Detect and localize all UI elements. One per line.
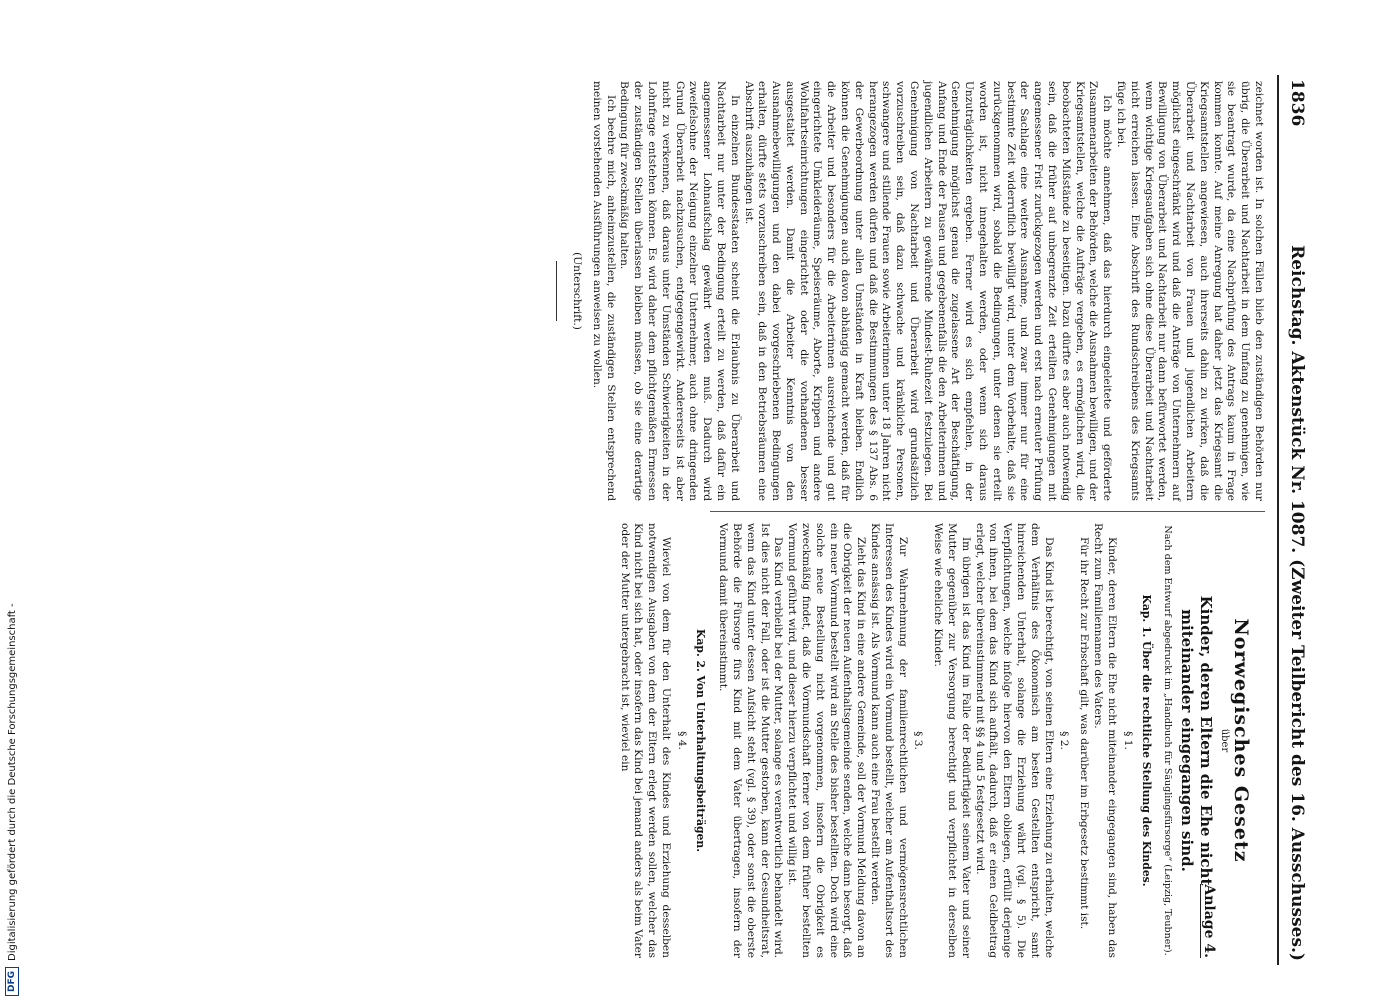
anlage-label: Anlage 4. <box>1201 884 1217 958</box>
chapter-2-heading: Kap. 2. Von Unterhaltungsbeiträgen. <box>694 629 708 852</box>
signature: (Unterschrift.) <box>570 252 583 330</box>
law-ueber: über <box>1219 728 1231 753</box>
law-source-note: Nach dem Entwurf abgedruckt im „Handbuch für Säuglingsfürsorge“ (Leipzig, Teubner). <box>1162 525 1174 956</box>
left-column <box>556 81 1265 501</box>
section-2-heading: § 2. <box>1058 731 1071 750</box>
left-paragraph-3: In einzelnen Bundesstaaten scheint die Erlaubnis zu Überarbeit und Nachtarbeit nur unter der Bedingung erteilt zu werden, daß dafür ein angemessener Lohnaufschlag gewährt werden muß. Dadurch wird zweifelsohne der Neigung einzelner Unternehmer, auch ohne dringenden Grund Überarbeit nachzusuchen, entgegengewirkt. Andererseits ist aber nicht zu verkennen, daß daraus unter Umständen Schwierigkeiten in der Lohnfrage entstehen können. Es wird daher dem pflichtgemäßen Ermessen der zuständigen Stellen überlassen bleiben müssen, ob sie eine derartige Bedingung für zweckmäßig halten. <box>618 81 741 501</box>
law-subtitle: Kinder, deren Eltern die Ehe nicht miteinander eingegangen sind. <box>1178 595 1216 886</box>
column-divider <box>710 511 1265 512</box>
section-1-text: Kinder, deren Eltern die Ehe nicht miteinander eingegangen sind, haben das Recht zum Familiennamen des Vaters. <box>1092 523 1118 958</box>
section-3-text: Zur Wahrnehmung der familienrechtlichen und vermögensrechtlichen Interessen des Kindes wird ein Vormund bestellt, welcher am Aufenthaltsort des Kindes ansässig ist. Als Vormund kann auch eine Frau bestellt werden. <box>869 523 909 958</box>
law-title: Norwegisches Gesetz <box>1230 618 1252 863</box>
credit-inner <box>4 6 20 996</box>
scanned-page <box>70 75 1315 965</box>
running-head: Reichstag. Aktenstück Nr. 1087. (Zweiter Teilbericht des 16. Ausschusses.) <box>1287 245 1307 961</box>
section-3-text-3: Das Kind verbleibt bei der Mutter, solange es verantwortlich behandelt wird. Ist dies nicht der Fall, oder ist die Mutter gestorben, kann der Gesundheitsrat, wenn das Kind unter dessen Aufsicht steht (vgl. § 39), oder sonst die oberste Behörde die Fürsorge fürs Kind mit dem Vater übertragen, insofern der Vormund damit übereinstimmt. <box>717 523 785 958</box>
section-3-heading: § 3. <box>912 731 925 750</box>
section-3-text-2: Zieht das Kind in eine andere Gemeinde, soll der Vormund Meldung davon an die Obrigkeit der neuen Aufenthaltsgemeinde senden, welche dann besorgt, daß ein neuer Vormund bestellt wird an Stelle des bisher bestellten. Doch wird eine solche neue Bestellung nicht vorgenommen, insofern die Obrigkeit es zweckmäßig findet, daß die Vormundschaft ferner von dem früher bestellten Vormund geführt wird, und dieser hierzu verpflichtet und willig ist. <box>786 523 868 958</box>
closing-rule <box>556 261 557 321</box>
section-2-text: Das Kind ist berechtigt, von seinen Eltern eine Erziehung zu erhalten, welche dem Verhältnis des Ökonomisch am besten Gestellten entspricht, samt hinreichenden Unterhalt, solange die Erziehung währt (vgl. § 5). Die Verpflichtungen, welche infolge hiervon den Eltern obliegen, erfüllt derjenige von ihnen, bei dem das Kind sich aufhält, dadurch, daß er einen Geldbeitrag erlegt, welcher übereinstimmend mit §§ 4 und 5 festgesetzt wird. <box>973 523 1055 958</box>
section-2-text-2: Im übrigen ist das Kind im Falle der Bedürftigkeit seinem Vater und seiner Mutter gegenüber zur Versorgung berechtigt und verpflichtet in derselben Weise wie eheliche Kinder. <box>932 523 972 958</box>
page-header <box>1277 75 1315 965</box>
section-4-heading: § 4. <box>675 731 688 750</box>
section-4-text: Wieviel von dem für den Unterhalt des Kindes und Erziehung desselben notwendigen Ausgaben von dem der Eltern erlegt werden sollen, welcher das Kind nicht bei sich hat, oder insofern das Kind bei jemand anders als beim Vater oder der Mutter untergebracht ist, wieviel ein <box>618 523 672 958</box>
dfg-logo: DFG <box>5 967 19 996</box>
digitization-credit-strip <box>0 0 22 1000</box>
section-1-heading: § 1. <box>1121 731 1134 750</box>
left-paragraph-4: Ich beehre mich, anheimzustellen, die zuständigen Stellen entsprechend meinen vorstehenden Ausführungen anweisen zu wollen. <box>590 81 617 501</box>
section-1-text-2: Für ihr Recht zur Erbschaft gilt, was darüber im Erbgesetz bestimmt ist. <box>1078 537 1091 930</box>
chapter-1-heading: Kap. 1. Über die rechtliche Stellung des Kindes. <box>1140 594 1154 887</box>
left-paragraph-2: Ich möchte annehmen, daß das hierdurch eingeleitete und geförderte Zusammenarbeiten der Behörden, welche die Ausnahmen bewilligen, und der Kriegsamtstellen, welche die Aufträge vergeben, es ermöglichen wird, die beobachteten Mißstände zu beseitigen. Dazu dürfte es aber auch notwendig sein, daß die früher auf unbegrenzte Zeit erteilten Genehmigungen mit angemessener Frist zurückgezogen werden und erst nach erneuter Prüfung der Sachlage eine weitere Ausnahme, und zwar immer nur für eine bestimmte Zeit widerruflich bewilligt wird, unter dem Vorbehalte, daß sie zurückgenommen wird, sobald die Bedingungen, unter denen sie erteilt worden ist, nicht innegehalten werden, oder wenn sich daraus Unzuträglichkeiten ergeben. Ferner wird es sich empfehlen, in der Genehmigung möglichst genau die zugelassene Art der Beschäftigung, Anfang und Ende der Pausen und gegebenenfalls die den Arbeiterinnen und jugendlichen Arbeitern zu gewährende Mindest-Ruhezeit festzulegen. Bei Genehmigung von Nachtarbeit und Überarbeit wird grundsätzlich vorzuschreiben sein, daß dazu schwache und kränkliche Personen, schwangere und stillende Frauen sowie Arbeiterinnen unter 18 Jahren nicht herangezogen werden dürfen und daß die Bestimmungen des § 137 Abs. 6 der Gewerbeordnung unter allen Umständen in Kraft bleiben. Endlich können die Genehmigungen auch davon abhängig gemacht werden, daß für die Arbeiter und besonders für die Arbeiterinnen ausreichende und gut eingerichtete Umkleideräume, Speiseräume, Aborte, Krippen und andere Wohlfahrtseinrichtungen eingerichtet oder die vorhandenen besser ausgestaltet werden. Damit die Arbeiter Kenntnis von den Ausnahmebewilligungen und den dabei vorgeschriebenen Bedingungen erhalten, dürfte stets vorzuschreiben sein, daß in den Betriebsräumen eine Abschrift auszuhängen ist. <box>742 81 1114 501</box>
right-column <box>617 523 1265 958</box>
page-number: 1836 <box>1287 79 1307 127</box>
credit-text: Digitalisierung gefördert durch die Deutsche Forschungsgemeinschaft - <box>6 603 18 961</box>
left-paragraph-1: zeichnet worden ist. In solchen Fällen blieb den zuständigen Behörden nur übrig, die Überarbeit und Nachtarbeit in dem Umfang zu genehmigen, wie sie beantragt wurde, da eine Nachprüfung des Antrags kaum in Frage kommen konnte. Auf meine Anregung hat daher jetzt das Kriegsamt die Kriegsamtstellen angewiesen, auch ihrerseits dahin zu wirken, daß die Überarbeit und Nachtarbeit von Frauen und jugendlichen Arbeitern möglichst eingeschränkt wird und daß die Anträge von Unternehmern auf Bewilligung von Überarbeit und Nachtarbeit nur dann befürwortet werden, wenn wichtige Kriegsaufgaben sich ohne diese Überarbeit und Nachtarbeit nicht erreichen lassen. Eine Abschrift des Rundschreibens des Kriegsamts füge ich bei. <box>1115 81 1265 501</box>
